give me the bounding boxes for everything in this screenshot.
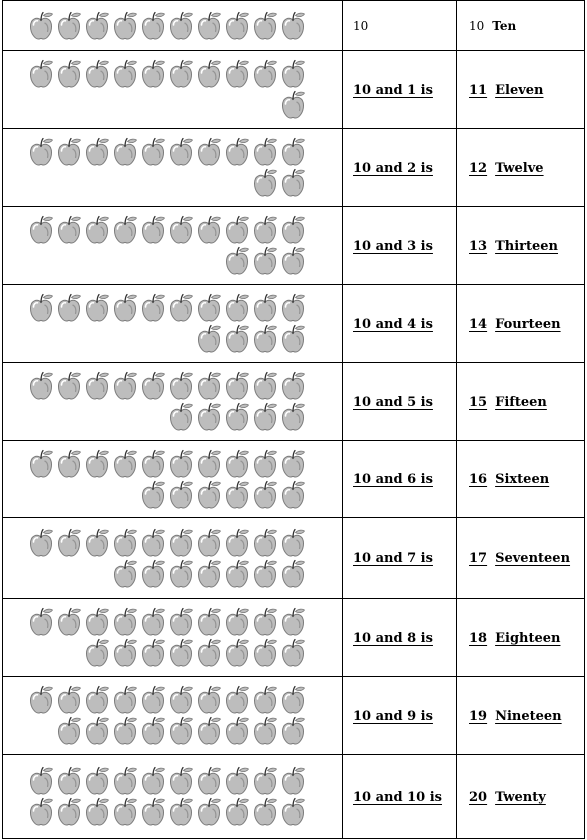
apple-row [3, 371, 342, 401]
apple-icon [168, 449, 194, 479]
apple-row [3, 716, 342, 746]
apple-row [3, 607, 342, 637]
number-word-cell [457, 129, 585, 207]
apple-icon [196, 137, 222, 167]
apple-icon [196, 215, 222, 245]
word-text: Seventeen [495, 551, 571, 566]
apple-icon [196, 797, 222, 827]
apple-icon [252, 324, 278, 354]
number-word-cell [457, 441, 585, 518]
number-text: 17 [469, 551, 488, 566]
apple-icon [56, 766, 82, 796]
apple-icon [28, 371, 54, 401]
table-row [3, 755, 585, 839]
apple-icon [224, 685, 250, 715]
apple-icon [252, 716, 278, 746]
table-row [3, 518, 585, 599]
apples-cell-0 [3, 1, 343, 51]
apple-icon [84, 766, 110, 796]
apple-icon [280, 371, 306, 401]
apple-icon [168, 137, 194, 167]
apple-icon [224, 716, 250, 746]
apple-icon [280, 716, 306, 746]
sum-text: 10 and 4 is [353, 316, 433, 332]
apple-icon [56, 215, 82, 245]
apple-icon [196, 371, 222, 401]
apple-icon [56, 11, 82, 41]
apples-cell-10 [3, 755, 343, 839]
apple-icon [224, 638, 250, 668]
word-text: Fifteen [495, 394, 547, 410]
number-word-cell [457, 363, 585, 441]
apple-icon [252, 371, 278, 401]
apples-cell-5 [3, 363, 343, 441]
apple-icon [28, 607, 54, 637]
apple-icon [84, 638, 110, 668]
apple-row [3, 11, 342, 41]
apple-icon [224, 293, 250, 323]
table-row [3, 51, 585, 129]
apple-icon [140, 607, 166, 637]
table-row [3, 1, 585, 51]
sum-text: 10 and 5 is [353, 394, 433, 410]
apple-icon [280, 480, 306, 510]
apple-icon [252, 59, 278, 89]
apple-icon [168, 480, 194, 510]
number-word-cell [457, 207, 585, 285]
sum-text: 10 and 7 is [353, 551, 433, 566]
apple-icon [196, 766, 222, 796]
table-row [3, 207, 585, 285]
apple-icon [140, 797, 166, 827]
apple-icon [196, 293, 222, 323]
apple-icon [252, 449, 278, 479]
apple-icon [28, 11, 54, 41]
apples-cell-7 [3, 518, 343, 599]
word-text: Thirteen [495, 238, 559, 254]
apple-icon [252, 797, 278, 827]
number-word-cell [457, 677, 585, 755]
apple-icon [112, 59, 138, 89]
apple-icon [224, 528, 250, 558]
sum-cell [343, 207, 457, 285]
number-text: 10 [469, 18, 485, 33]
word-text: Twenty [495, 789, 546, 805]
apple-icon [280, 766, 306, 796]
apple-icon [28, 766, 54, 796]
word-text: Twelve [495, 160, 544, 176]
apple-icon [252, 607, 278, 637]
word-text: Sixteen [495, 472, 550, 487]
apple-icon [252, 685, 278, 715]
apple-row [3, 293, 342, 323]
apple-icon [112, 137, 138, 167]
apple-icon [280, 90, 306, 120]
apple-icon [196, 528, 222, 558]
apple-icon [280, 607, 306, 637]
apple-icon [224, 480, 250, 510]
apple-icon [140, 59, 166, 89]
apples-cell-8 [3, 599, 343, 677]
apple-icon [112, 215, 138, 245]
apple-icon [280, 797, 306, 827]
apple-icon [280, 449, 306, 479]
table-row [3, 441, 585, 518]
apple-row [3, 324, 342, 354]
number-text: 12 [469, 160, 488, 176]
apple-row [3, 480, 342, 510]
number-text: 15 [469, 394, 488, 410]
apples-cell-9 [3, 677, 343, 755]
number-word-cell [457, 518, 585, 599]
apple-icon [140, 638, 166, 668]
apple-icon [84, 528, 110, 558]
apple-icon [196, 449, 222, 479]
sum-cell [343, 363, 457, 441]
number-text: 19 [469, 708, 488, 724]
sum-text: 10 and 8 is [353, 630, 433, 646]
apple-icon [280, 168, 306, 198]
apple-icon [84, 607, 110, 637]
table-row [3, 129, 585, 207]
number-text: 16 [469, 472, 488, 487]
apple-icon [168, 607, 194, 637]
apple-icon [28, 797, 54, 827]
number-word-cell [457, 755, 585, 839]
apple-row [3, 638, 342, 668]
apple-icon [252, 402, 278, 432]
apple-icon [84, 685, 110, 715]
apple-icon [56, 685, 82, 715]
apple-row [3, 59, 342, 89]
word-text: Eleven [495, 82, 544, 98]
apple-icon [112, 638, 138, 668]
apple-icon [140, 685, 166, 715]
apple-icon [28, 685, 54, 715]
apple-icon [280, 402, 306, 432]
apple-icon [112, 449, 138, 479]
sum-cell [343, 129, 457, 207]
apple-row [3, 559, 342, 589]
apple-icon [112, 528, 138, 558]
apple-icon [196, 685, 222, 715]
apple-icon [28, 528, 54, 558]
apple-icon [280, 293, 306, 323]
apple-icon [280, 215, 306, 245]
apple-row [3, 528, 342, 558]
apple-icon [112, 607, 138, 637]
apple-icon [196, 638, 222, 668]
word-text: Ten [492, 18, 517, 33]
apple-icon [252, 559, 278, 589]
number-text: 14 [469, 316, 488, 332]
apple-icon [84, 293, 110, 323]
apple-icon [252, 480, 278, 510]
apple-icon [196, 607, 222, 637]
sum-text: 10 and 2 is [353, 160, 433, 176]
apple-icon [252, 528, 278, 558]
apple-icon [224, 59, 250, 89]
table-row [3, 363, 585, 441]
apple-icon [112, 797, 138, 827]
apple-icon [168, 11, 194, 41]
word-text: Nineteen [495, 708, 562, 724]
table-row [3, 285, 585, 363]
apple-row [3, 137, 342, 167]
counting-table [2, 0, 585, 839]
apples-cell-2 [3, 129, 343, 207]
apple-icon [224, 371, 250, 401]
apple-icon [140, 716, 166, 746]
apple-icon [280, 638, 306, 668]
apple-icon [280, 324, 306, 354]
apple-icon [224, 215, 250, 245]
apple-icon [112, 559, 138, 589]
number-word-cell [457, 51, 585, 129]
apple-icon [56, 293, 82, 323]
apple-icon [56, 371, 82, 401]
apple-icon [168, 559, 194, 589]
sum-cell [343, 1, 457, 51]
sum-text: 10 and 10 is [353, 789, 442, 805]
apple-icon [196, 402, 222, 432]
apple-icon [224, 324, 250, 354]
number-word-cell [457, 285, 585, 363]
apple-icon [112, 766, 138, 796]
apple-icon [56, 59, 82, 89]
sum-cell [343, 599, 457, 677]
number-text: 18 [469, 630, 488, 646]
table-row [3, 599, 585, 677]
apple-icon [112, 685, 138, 715]
apple-icon [168, 638, 194, 668]
apple-icon [28, 137, 54, 167]
apple-icon [56, 607, 82, 637]
apple-icon [56, 137, 82, 167]
apple-icon [168, 371, 194, 401]
apple-icon [252, 766, 278, 796]
apple-icon [140, 137, 166, 167]
apple-icon [252, 215, 278, 245]
sum-cell [343, 51, 457, 129]
apple-icon [224, 246, 250, 276]
apple-row [3, 449, 342, 479]
apple-icon [140, 766, 166, 796]
apple-icon [252, 168, 278, 198]
apple-icon [112, 11, 138, 41]
apple-icon [84, 137, 110, 167]
apple-icon [84, 371, 110, 401]
apple-icon [224, 11, 250, 41]
apple-row [3, 685, 342, 715]
number-text: 13 [469, 238, 488, 254]
apple-icon [140, 449, 166, 479]
apple-icon [112, 293, 138, 323]
apple-icon [224, 559, 250, 589]
apple-icon [252, 293, 278, 323]
apple-icon [196, 59, 222, 89]
apple-icon [196, 11, 222, 41]
apple-icon [168, 293, 194, 323]
apple-row [3, 797, 342, 827]
apple-icon [224, 607, 250, 637]
apple-row [3, 246, 342, 276]
apple-icon [84, 797, 110, 827]
apple-icon [168, 716, 194, 746]
apple-icon [28, 293, 54, 323]
apple-icon [280, 246, 306, 276]
table-row [3, 677, 585, 755]
word-text: Fourteen [495, 316, 561, 332]
apple-icon [280, 528, 306, 558]
apple-row [3, 766, 342, 796]
apple-icon [84, 215, 110, 245]
sum-cell [343, 755, 457, 839]
apple-icon [168, 59, 194, 89]
apple-icon [112, 371, 138, 401]
apple-icon [168, 797, 194, 827]
number-word-cell [457, 599, 585, 677]
apple-icon [196, 559, 222, 589]
apple-icon [140, 293, 166, 323]
sum-text: 10 and 6 is [353, 472, 433, 487]
apple-icon [280, 137, 306, 167]
apple-icon [196, 480, 222, 510]
apple-icon [56, 716, 82, 746]
apple-icon [224, 797, 250, 827]
apple-icon [280, 59, 306, 89]
apple-icon [84, 11, 110, 41]
apple-icon [112, 716, 138, 746]
apples-cell-3 [3, 207, 343, 285]
apple-icon [56, 528, 82, 558]
apples-cell-1 [3, 51, 343, 129]
apple-icon [84, 716, 110, 746]
sum-cell [343, 285, 457, 363]
apple-icon [168, 215, 194, 245]
apple-row [3, 90, 342, 120]
apple-icon [224, 449, 250, 479]
apple-icon [280, 11, 306, 41]
apple-icon [56, 797, 82, 827]
apple-icon [168, 528, 194, 558]
apple-icon [28, 59, 54, 89]
apple-icon [140, 559, 166, 589]
apple-icon [28, 449, 54, 479]
apple-icon [280, 685, 306, 715]
apple-icon [196, 324, 222, 354]
apple-icon [140, 11, 166, 41]
sum-text: 10 [353, 18, 369, 33]
apple-icon [28, 215, 54, 245]
apple-icon [168, 766, 194, 796]
number-text: 20 [469, 789, 488, 805]
apple-icon [224, 766, 250, 796]
apple-row [3, 402, 342, 432]
apple-icon [168, 685, 194, 715]
word-text: Eighteen [495, 630, 561, 646]
apple-icon [84, 59, 110, 89]
apple-icon [252, 246, 278, 276]
sum-cell [343, 677, 457, 755]
apple-icon [140, 480, 166, 510]
sum-text: 10 and 1 is [353, 82, 433, 98]
number-word-cell [457, 1, 585, 51]
apple-icon [196, 716, 222, 746]
apple-icon [84, 449, 110, 479]
apple-icon [56, 449, 82, 479]
apple-icon [224, 137, 250, 167]
apple-row [3, 168, 342, 198]
sum-cell [343, 441, 457, 518]
apple-icon [252, 638, 278, 668]
apple-icon [140, 215, 166, 245]
sum-cell [343, 518, 457, 599]
apples-cell-6 [3, 441, 343, 518]
apple-icon [140, 528, 166, 558]
apples-cell-4 [3, 285, 343, 363]
number-text: 11 [469, 82, 488, 98]
sum-text: 10 and 9 is [353, 708, 433, 724]
apple-icon [280, 559, 306, 589]
sum-text: 10 and 3 is [353, 238, 433, 254]
apple-icon [140, 371, 166, 401]
apple-icon [252, 11, 278, 41]
apple-icon [168, 402, 194, 432]
apple-row [3, 215, 342, 245]
apple-icon [252, 137, 278, 167]
apple-icon [224, 402, 250, 432]
